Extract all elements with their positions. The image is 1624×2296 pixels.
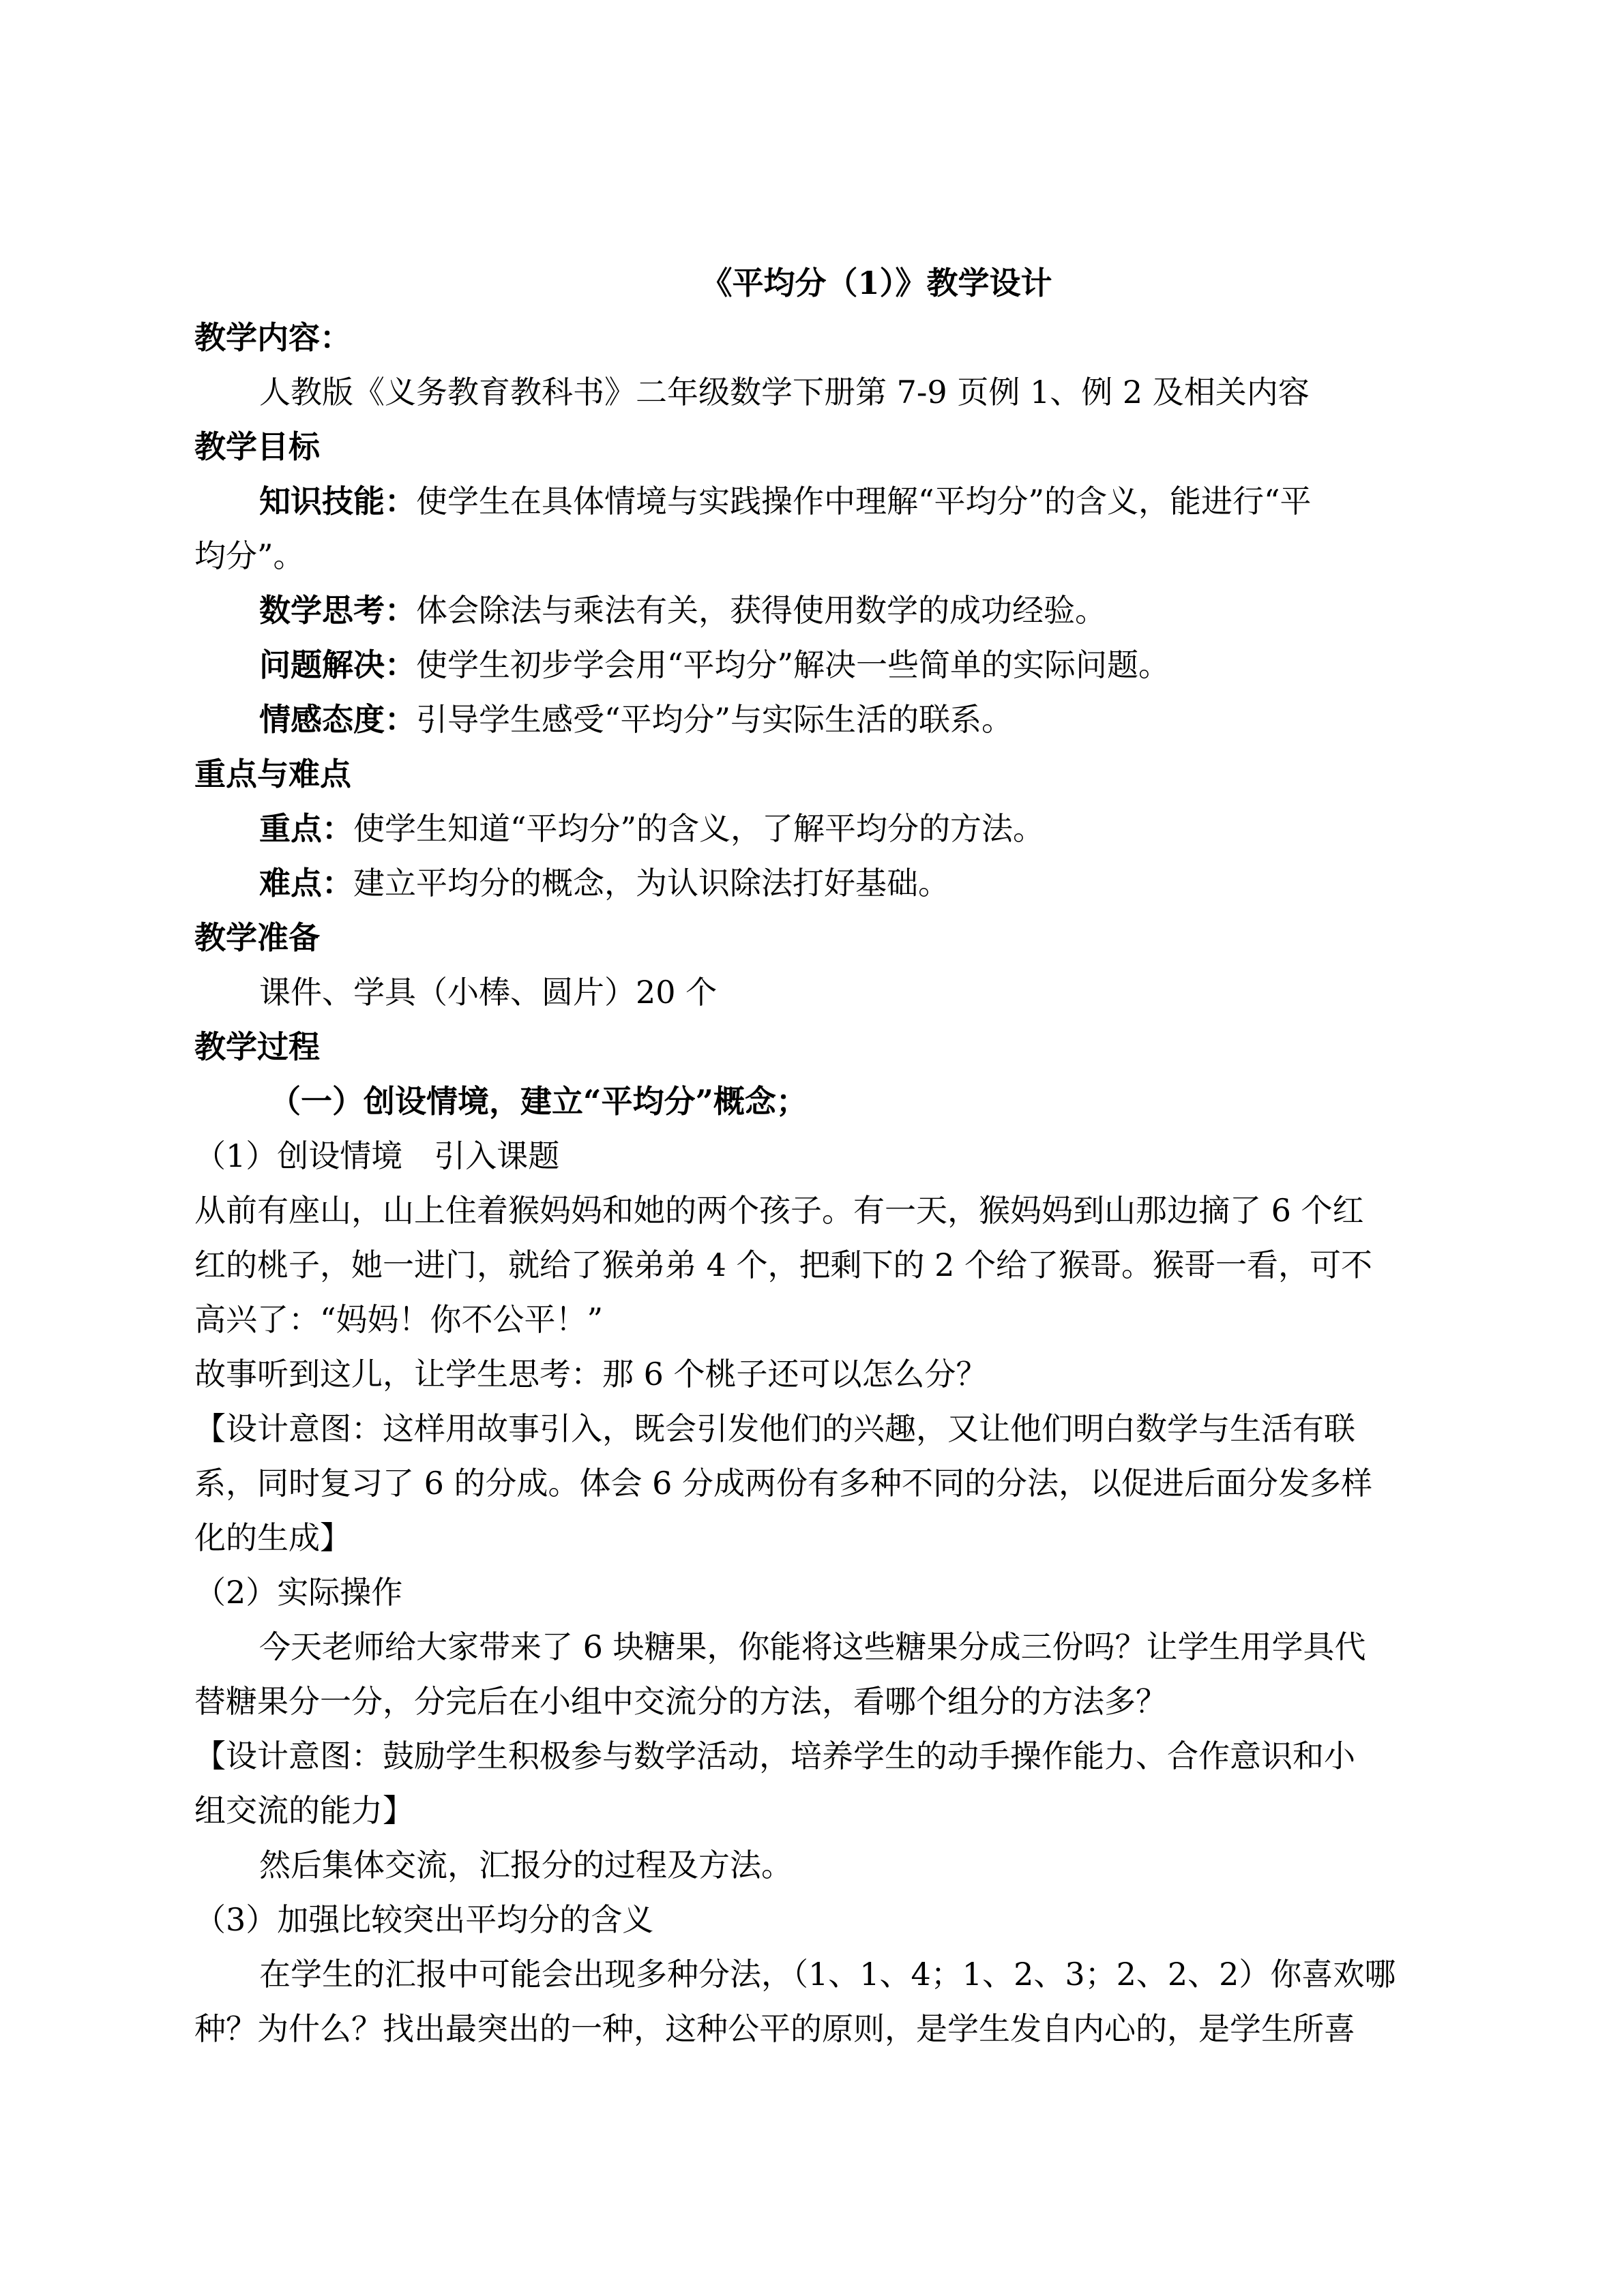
intent1-line-3: 化的生成】 [194,1519,351,1556]
operation-line-1: 今天老师给大家带来了 6 块糖果，你能将这些糖果分成三份吗？让学生用学具代 [259,1628,1366,1665]
step2-title: （2）实际操作 [194,1574,403,1611]
compare-line-1: 在学生的汇报中可能会出现多种分法，（1、1、4；1、2、3；2、2、2）你喜欢哪 [259,1956,1396,1993]
difficult-point-text: 建立平均分的概念，为认识除法打好基础。 [353,865,949,901]
goal-attitude-label: 情感态度： [259,701,416,738]
content-text: 人教版《义务教育教科书》二年级数学下册第 7-9 页例 1、例 2 及相关内容 [259,374,1310,411]
key-point [194,801,1408,856]
goal-knowledge-text: 使学生在具体情境与实践操作中理解“平均分”的含义，能进行“平 [416,483,1312,520]
heading-process: 教学过程 [194,1028,320,1065]
step1-title: （1）创设情境 引入课题 [194,1137,560,1174]
intent2-line-1: 【设计意图：鼓励学生积极参与数学活动，培养学生的动手操作能力、合作意识和小 [194,1738,1355,1774]
heading-content: 教学内容： [194,319,351,356]
goal-problem [194,638,1408,692]
goal-knowledge [194,474,1408,528]
goal-problem-label: 问题解决： [259,646,416,683]
heading-goals: 教学目标 [194,428,320,465]
goal-attitude [194,692,1408,747]
goal-attitude-text: 引导学生感受“平均分”与实际生活的联系。 [416,701,1014,738]
intent1-line-2: 系，同时复习了 6 的分成。体会 6 分成两份有多种不同的分法，以促进后面分发多样 [194,1465,1373,1502]
process-part1-title: （一）创设情境，建立“平均分”概念； [269,1083,808,1120]
goal-thinking-text: 体会除法与乘法有关，获得使用数学的成功经验。 [416,592,1106,629]
document-title: 《平均分（1）》教学设计 [700,265,1052,301]
goal-problem-text: 使学生初步学会用“平均分”解决一些简单的实际问题。 [416,646,1170,683]
document-page [194,256,1408,2056]
step3-title: （3）加强比较突出平均分的含义 [194,1901,654,1938]
goal-thinking-label: 数学思考： [259,592,416,629]
heading-preparation: 教学准备 [194,919,320,956]
preparation-text: 课件、学具（小棒、圆片）20 个 [259,974,718,1011]
goal-knowledge-cont: 均分”。 [194,537,305,574]
question-line: 故事听到这儿，让学生思考：那 6 个桃子还可以怎么分？ [194,1356,988,1392]
compare-line-2: 种？为什么？找出最突出的一种，这种公平的原则，是学生发自内心的，是学生所喜 [194,2010,1355,2047]
story-line-3: 高兴了：“妈妈！你不公平！” [194,1301,604,1338]
story-line-1: 从前有座山，山上住着猴妈妈和她的两个孩子。有一天，猴妈妈到山那边摘了 6 个红 [194,1192,1364,1229]
goal-thinking [194,583,1408,638]
intent2-line-2: 组交流的能力】 [194,1792,414,1829]
intent1-line-1: 【设计意图：这样用故事引入，既会引发他们的兴趣，又让他们明白数学与生活有联 [194,1410,1355,1447]
difficult-point [194,856,1408,910]
key-point-label: 重点： [259,810,353,847]
goal-knowledge-label: 知识技能： [259,483,416,520]
difficult-point-label: 难点： [259,865,353,901]
heading-key-points: 重点与难点 [194,756,351,792]
operation-line-2: 替糖果分一分，分完后在小组中交流分的方法，看哪个组分的方法多？ [194,1683,1167,1720]
key-point-text: 使学生知道“平均分”的含义，了解平均分的方法。 [353,810,1045,847]
report-line: 然后集体交流，汇报分的过程及方法。 [259,1847,793,1883]
story-line-2: 红的桃子，她一进门，就给了猴弟弟 4 个，把剩下的 2 个给了猴哥。猴哥一看，可不 [194,1247,1373,1283]
